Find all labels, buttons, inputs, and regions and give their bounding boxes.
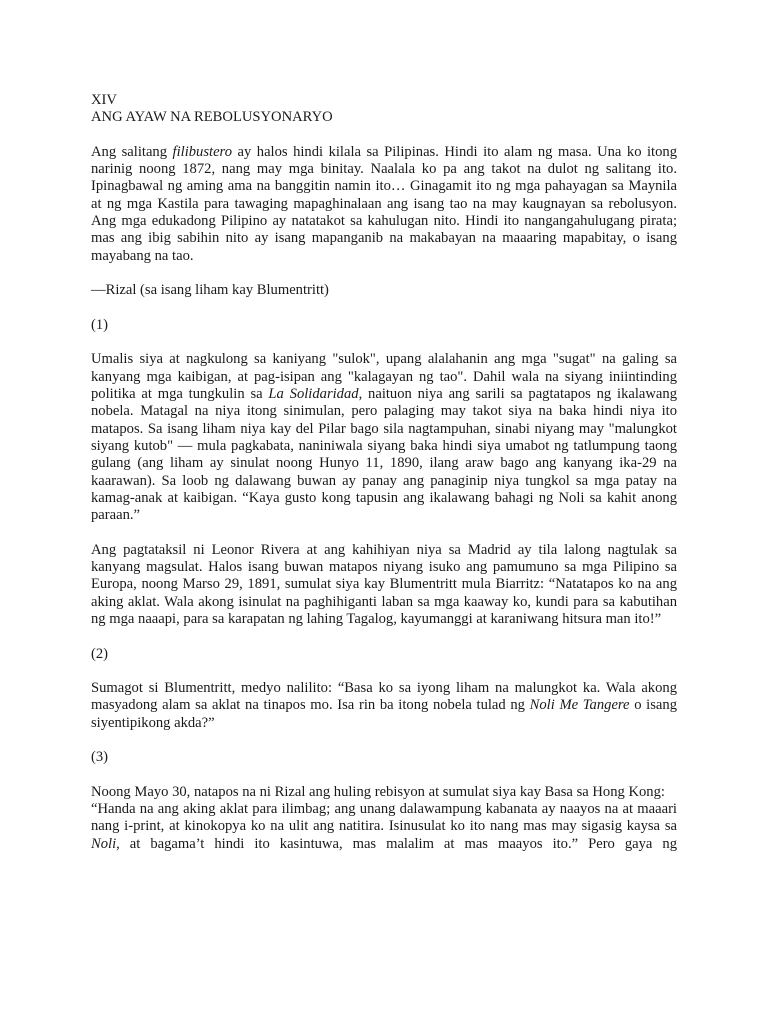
section-marker-3: (3) <box>91 749 109 766</box>
section2-text-a: Sumagot si Blumentritt, medyo nalilito: “Basa ko sa iyong liham na malungkot ka. Wala akong masyadong alam sa aklat na tinapos mo. Isa rin ba itong nobela tulad ng <box>91 680 677 714</box>
section2-paragraph <box>91 680 677 732</box>
epigraph-attribution: —Rizal (sa isang liham kay Blumentritt) <box>91 282 329 299</box>
chapter-title: ANG AYAW NA REBOLUSYONARYO <box>91 109 333 126</box>
section1-p1-text-b: , naituon niya ang sarili sa pagtatapos ng ikalawang nobela. Matagal na niya itong sinimulan, pero palaging may takot siya na baka hindi niya ito matapos. Sa isang liham niya kay del Pilar bago sila nagtampuhan, sinabi niyang may "malungkot siyang kutob" — mula pagkabata, naniniwala siyang baka hindi siya umabot ng tatlumpung taong gulang (ang liham ay sinulat noong Hunyo 11, 1890, ilang araw bago ang kanyang ika-29 na kaarawan). Sa loob ng dalawang buwan ay panay ang panaginip niya tungkol sa mga patay na kamag-anak at kaibigan. “Kaya gusto kong tapusin ang ikalawang bahagi ng Noli sa kahit anong paraan.” <box>91 386 678 524</box>
section1-p1-text-a: Umalis siya at nagkulong sa kaniyang "sulok", upang alalahanin ang mga "sugat" na galing sa kanyang mga kaibigan, at pag-isipan ang "kalagayan ng tao". Dahil wala na siyang iniintinding politika at mga tungkulin sa <box>91 351 677 403</box>
section2-text-b: o isang siyentipikong akda?” <box>91 697 677 731</box>
section1-paragraph-1 <box>91 351 677 524</box>
epigraph-italic-term: filibustero <box>172 143 232 160</box>
section3-p2-text-b: , at bagama’t hindi ito kasintuwa, mas malalim at mas maayos ito.” Pero gaya ng <box>116 835 677 852</box>
epigraph-text-rest: ay halos hindi kilala sa Pilipinas. Hindi ito alam ng masa. Una ko itong narinig noong 1872, nang may mga binitay. Naalala ko pa ang takot na dulot ng salitang ito. Ipinagbawal ng aming ama na banggitin namin ito… Ginagamit ito ng mga pahayagan sa Maynila at ng mga Kastila para tawaging mapaghinalaan ang isang tao na may kaugnayan sa rebolusyon. Ang mga edukadong Pilipino ay natatakot sa kahulugan nito. Hindi ito nangangahulugang pirata; mas ang ibig sabihin nito ay isang mapanganib na makabayan na maaaring mapabitay, o isang mayabang na tao. <box>91 143 678 264</box>
section3-p2-italic: Noli <box>91 835 117 852</box>
section1-p1-italic: La Solidaridad <box>268 386 359 403</box>
epigraph-text-start: Ang salitang <box>91 143 173 160</box>
document-page <box>91 92 677 853</box>
section3-paragraph-1: Noong Mayo 30, natapos na ni Rizal ang huling rebisyon at sumulat siya kay Basa sa Hong Kong: <box>91 783 665 800</box>
epigraph-paragraph <box>91 144 677 265</box>
chapter-number: XIV <box>91 92 117 108</box>
section-marker-1: (1) <box>91 316 109 333</box>
section1-paragraph-2: Ang pagtataksil ni Leonor Rivera at ang kahihiyan niya sa Madrid ay tila lalong nagtulak sa kanyang magsulat. Halos isang buwan matapos niyang isuko ang pamumuno sa mga Pilipino sa Europa, noong Marso 29, 1891, sumulat siya kay Blumentritt mula Biarritz: “Natatapos ko na ang aking aklat. Wala akong isinulat na paghihiganti laban sa mga kaaway ko, kundi para sa kabutihan ng mga naaapi, para sa karapatan ng lahing Tagalog, kayumanggi at karaniwang hitsura man ito!” <box>91 541 677 627</box>
section3-p2-text-a: “Handa na ang aking aklat para ilimbag; ang unang dalawampung kabanata ay naayos na at maaari nang i-print, at kinokopya ko na ulit ang natitira. Isinusulat ko ito nang mas may sigasig kaysa sa <box>91 801 677 835</box>
section-marker-2: (2) <box>91 645 109 662</box>
section3-paragraph-2 <box>91 801 677 853</box>
section2-italic-title: Noli Me Tangere <box>529 697 630 714</box>
